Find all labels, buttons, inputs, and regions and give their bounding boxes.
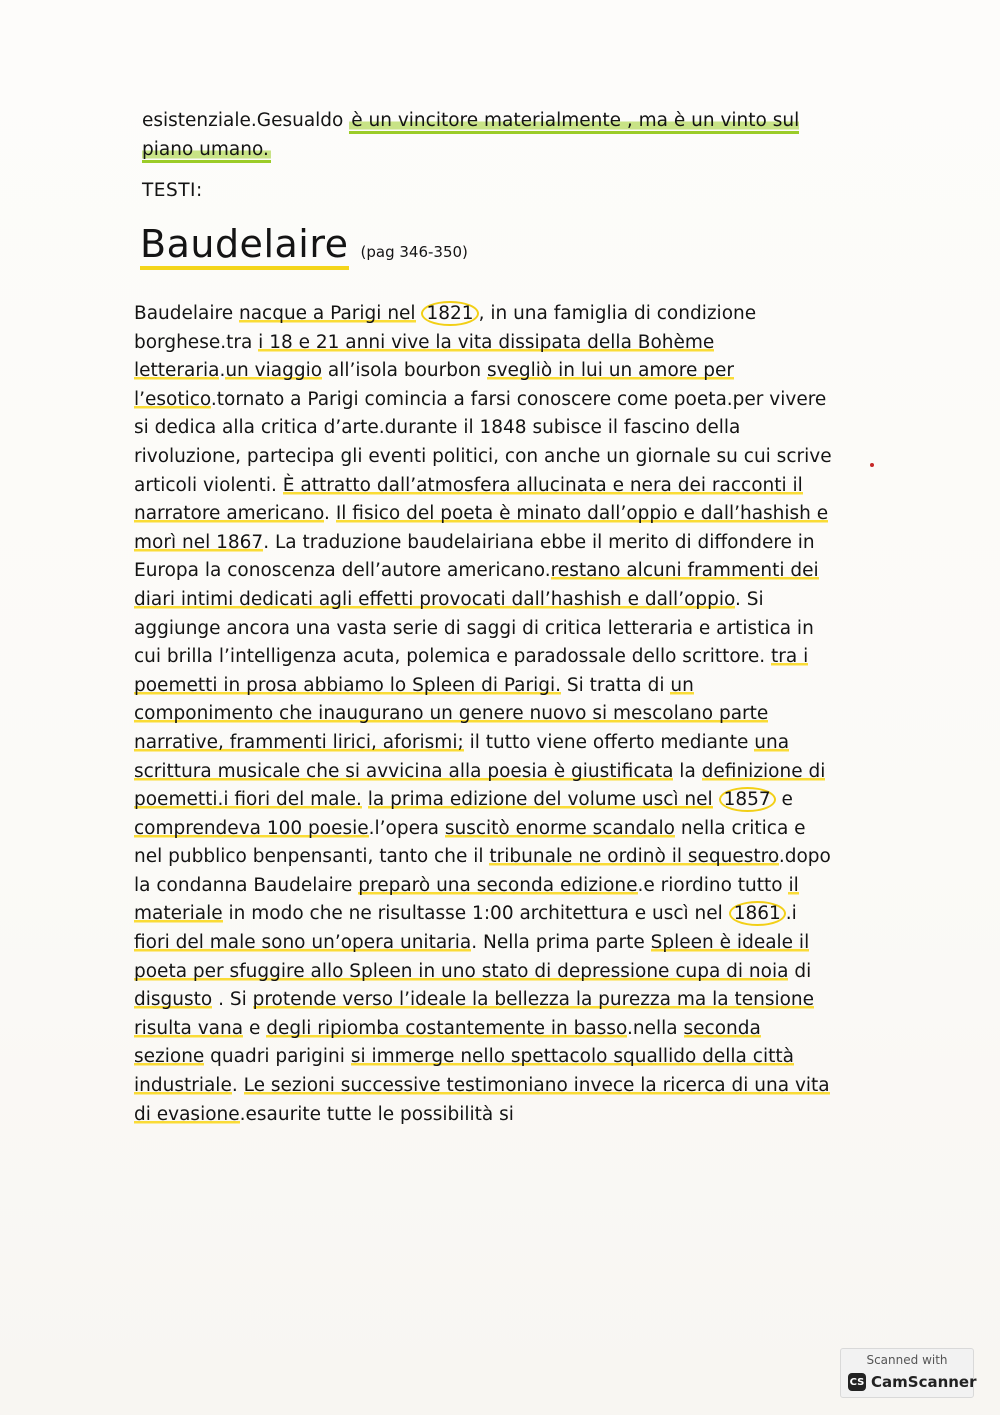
intro-text: esistenziale.Gesualdo [142,110,350,131]
watermark-brand: CamScanner [871,1373,977,1391]
body-paragraph: Baudelaire nacque a Parigi nel 1821 , in una famiglia di condizione borghese.tra i 18 e 21 anni vive la vita dissipata della Bohème letteraria.un viaggio all’isola bourbon svegliò in lui un amore per l’esotico.tornato a Parigi comincia a farsi conoscere come poeta.per vivere si dedica alla critica d’arte.durante il 1848 subisce il fascino della rivoluzione, partecipa gli eventi politici, con anche un giornale su cui scrive articoli violenti. È attratto dall’atmosfera allucinata e nera dei racconti il narratore americano. Il fisico del poeta è minato dall’oppio e dall’hashish e morì nel 1867. La traduzione baudelairiana ebbe il merito di diffondere in Europa la conoscenza dell’autore americano.restano alcuni frammenti dei diari intimi dedicati agli effetti provocati dall’hashish e dall’oppio. Si aggiunge ancora una vasta serie di saggi di critica letteraria e artistica in cui brilla l’intelligenza acuta, polemica e paradossale dello scrittore. tra i poemetti in prosa abbiamo lo Spleen di Parigi. Si tratta di un componimento che inaugurano un genere nuovo si mescolano parte narrative, frammenti lirici, aforismi; il tutto viene offerto mediante una scrittura musicale che si avvicina alla poesia è giustificata la definizione di poemetti.i fiori del male. la prima edizione del volume uscì nel 1857 e comprendeva 100 poesie.l’opera suscitò enorme scandalo nella critica e nel pubblico benpensanti, tanto che il tribunale ne ordinò il sequestro.dopo la condanna Baudelaire preparò una seconda edizione.e riordino tutto il materiale in modo che ne risultasse 1:00 architettura e uscì nel 1861 .i fiori del male sono un’opera unitaria. Nella prima parte Spleen è ideale il poeta per sfuggire allo Spleen in uno stato di depressione cupa di noia di disgusto . Si protende verso l’ideale la bellezza la purezza ma la tensione risulta vana e degli ripiomba costantemente in basso.nella seconda sezione quadri parigini si immerge nello spettacolo squallido della città industriale. Le sezioni successive testimoniano invece la ricerca di una vita di evasione.esaurite tutte le possibilità si [134,303,832,1125]
heading-page-range: (pag 346-350) [360,243,468,261]
body-text [134,300,834,1129]
heading-title: Baudelaire [140,222,349,270]
intro-paragraph [142,106,832,164]
intro-highlight: è un vincitore materialmente , ma è un vinto sul piano umano. [142,110,799,163]
watermark-brand-row [848,1373,977,1391]
camscanner-watermark [840,1348,977,1398]
camscanner-logo-icon: CS [848,1373,866,1391]
ink-dot [870,463,874,467]
watermark-caption: Scanned with [866,1353,948,1367]
section-label: TESTI: [142,180,203,201]
section-heading [140,222,468,270]
